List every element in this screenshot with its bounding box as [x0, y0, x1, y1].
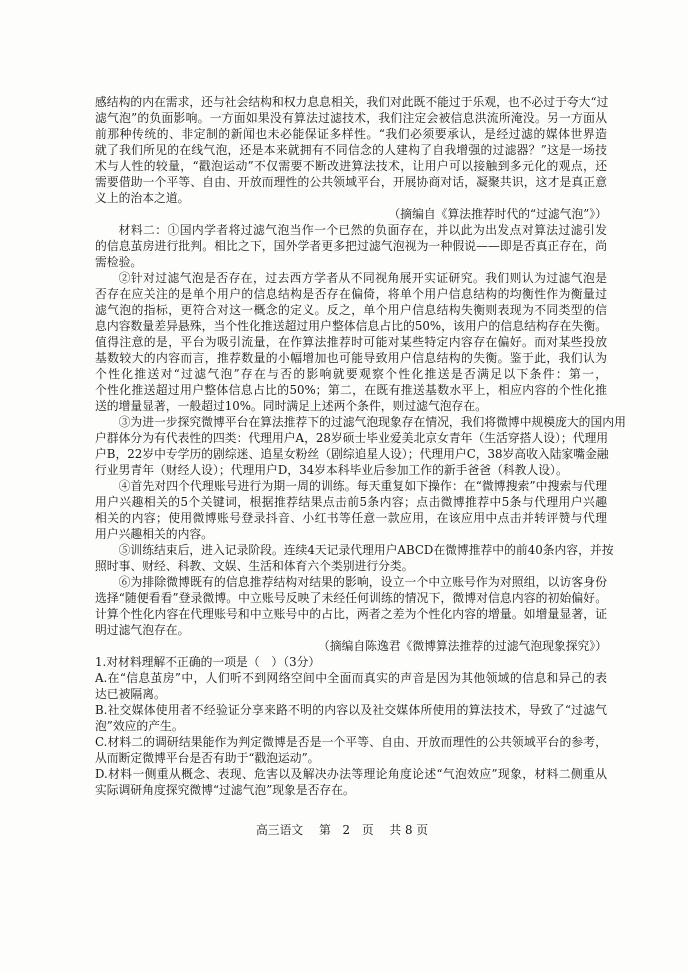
option-line: 泡”效应的产生。	[95, 719, 184, 733]
text-line: ③为进一步探究微博平台在算法推荐下的过滤气泡现象存在情况，我们将微博中规模庞大的国内用	[118, 415, 626, 429]
option-line: 实际调研角度探究微博“过滤气泡”现象是否存在。	[95, 783, 355, 797]
text-line: 值得注意的是，平台为吸引流量，在作算法推荐时可能对某些特定内容存在偏好。而对某些投放	[95, 335, 607, 349]
text-line: ④首先对四个代理账号进行为期一周的训练。每天重复如下操作：在“微博搜索”中搜索与代理	[118, 479, 607, 493]
text-line: 前那种传统的、非定制的新闻也未必能保证多样性。“我们必须要承认，是经过滤的媒体世界造	[95, 127, 607, 141]
option-line: 达已被隔离。	[95, 687, 166, 701]
text-line: 材料二：①国内学者将过滤气泡当作一个已然的负面存在，并以此为出发点对算法过滤引发	[118, 223, 607, 237]
material2-paragraph-4	[95, 478, 607, 542]
material2-paragraph-5	[95, 542, 614, 574]
text-line: 术与人性的较量，“戳泡运动”不仅需要不断改进算法技术，让用户可以接触到多元化的观点，还	[95, 159, 607, 173]
text-line: 否存在应关注的是单个用户的信息结构是否存在偏倚，将单个用户信息结构的均衡性作为衡量过	[95, 287, 607, 301]
text-line: 行业男青年（财经人设）；代理用户D，34岁本科毕业后参加工作的新手爸爸（科教人设）。	[95, 463, 568, 477]
option-line: 从而断定微博平台是否有助于“戳泡运动”。	[95, 751, 320, 765]
text-line: 用户兴趣相关的5个关键词，根据推荐结果点击前5条内容；点击微博推荐中5条与代理用户兴趣	[95, 495, 607, 509]
text-line: 相关的内容；使用微博账号登录抖音、小红书等任意一款应用，在该应用中点击并转评赞与代理	[95, 511, 607, 525]
material2-paragraph-6	[95, 574, 607, 638]
footer-page-number: 第 2 页	[318, 823, 374, 837]
text-line: 滤气泡”的负面影响。一方面如果没有算法过滤技术，我们注定会被信息洪流所淹没。另一方面从	[95, 111, 607, 125]
text-line: 送的增量显著，一般超过10%。同时满足上述两个条件，则过滤气泡存在。	[95, 399, 487, 413]
text-line: 户群体分为有代表性的四类：代理用户A，28岁硕士毕业爱美北京女青年（生活穿搭人设）；代理用	[95, 431, 609, 445]
question-1	[95, 654, 607, 798]
text-line: 明过滤气泡存在。	[95, 623, 190, 637]
material2-paragraph-1	[95, 222, 607, 270]
material1-paragraph	[95, 94, 607, 206]
material2-paragraph-2	[95, 270, 607, 414]
text-line: 感结构的内在需求，还与社会结构和权力息息相关，我们对此既不能过于乐观，也不必过于夸大“过	[95, 95, 609, 109]
option-line: D.材料一侧重从概念、表现、危害以及解决办法等理论角度论述“气泡效应”现象，材料二侧重从	[95, 767, 607, 781]
footer-subject: 高三语文	[256, 823, 304, 837]
option-line: C.材料二的调研结果能作为判定微博是否是一个平等、自由、开放而理性的公共领域平台的参考，	[95, 735, 607, 749]
text-line: 个性化推送超过用户整体信息占比的50%；第二，在既有推送基数水平上，相应内容的个性化推	[95, 383, 607, 397]
text-line: 滤气泡的指标，更符合对这一概念的定义。反之，单个用户信息结构失衡则表现为不同类型的信	[95, 303, 607, 317]
material2-paragraph-3	[95, 414, 626, 478]
option-a	[95, 670, 607, 702]
text-line: 的信息茧房进行批判。相比之下，国外学者更多把过滤气泡视为一种假说——即是否真正存在，尚	[95, 239, 607, 253]
material1-source-citation: （摘编自《算法推荐时代的“过滤气泡”》）	[388, 207, 607, 221]
option-line: B.社交媒体使用者不经验证分享来路不明的内容以及社交媒体所使用的算法技术，导致了“过滤气	[95, 703, 607, 717]
material2-source-citation: （摘编自陈逸君《微博算法推荐的过滤气泡现象探究》）	[317, 639, 607, 653]
text-line: 需检验。	[95, 255, 143, 269]
text-line: 需要借助一个平等、自由、开放而理性的公共领域平台，开展协商对话，凝聚共识，这才是真正意	[95, 175, 607, 189]
question-stem: 1.对材料理解不正确的一项是（ ）（3分）	[95, 655, 321, 669]
text-line: 户B，22岁中专学历的剧综迷、追星女粉丝（剧综追星人设）；代理用户C，38岁高收入陆家嘴金融	[95, 447, 609, 461]
text-line: ⑥为排除微博既有的信息推荐结构对结果的影响，设立一个中立账号作为对照组，以访客身份	[118, 575, 607, 589]
footer-total-pages: 共 8 页	[389, 823, 429, 837]
text-line: 计算个性化内容在代理账号和中立账号中的占比，两者之差为个性化内容的增量。如增量显著，证	[95, 607, 607, 621]
option-line: A.在“信息茧房”中，人们听不到网络空间中全面而真实的声音是因为其他领域的信息和异己的表	[95, 671, 607, 685]
page-footer	[256, 822, 440, 838]
text-line: 就了我们所见的在线气泡，还是本来就拥有不同信念的人建构了自我增强的过滤器？”这是一场技	[95, 143, 607, 157]
text-line: 义上的治本之道。	[95, 191, 190, 205]
option-d	[95, 766, 607, 798]
text-line: ②针对过滤气泡是否存在，过去西方学者从不同视角展开实证研究。我们则认为过滤气泡是	[118, 271, 607, 285]
text-line: 息内容数量差异悬殊，当个性化推送超过用户整体信息占比的50%，该用户的信息结构存在失衡。	[95, 319, 607, 333]
text-line: 个性化推送对“过滤气泡”存在与否的影响就要观察个性化推送是否满足以下条件：第一，	[95, 367, 607, 381]
option-c	[95, 734, 607, 766]
text-line: ⑤训练结束后，进入记录阶段。连续4天记录代理用户ABCD在微博推荐中的前40条内容，并按	[118, 543, 614, 557]
text-line: 用户兴趣相关的内容。	[95, 527, 213, 541]
exam-page-body	[95, 94, 626, 798]
text-line: 基数较大的内容而言，推荐数量的小幅增加也可能导致用户信息结构的失衡。鉴于此，我们认为	[95, 351, 607, 365]
text-line: 照时事、财经、科教、文娱、生活和体育六个类别进行分类。	[95, 559, 414, 573]
text-line: 选择“随便看看”登录微博。中立账号反映了未经任何训练的情况下，微博对信息内容的初始偏好。	[95, 591, 607, 605]
option-b	[95, 702, 607, 734]
